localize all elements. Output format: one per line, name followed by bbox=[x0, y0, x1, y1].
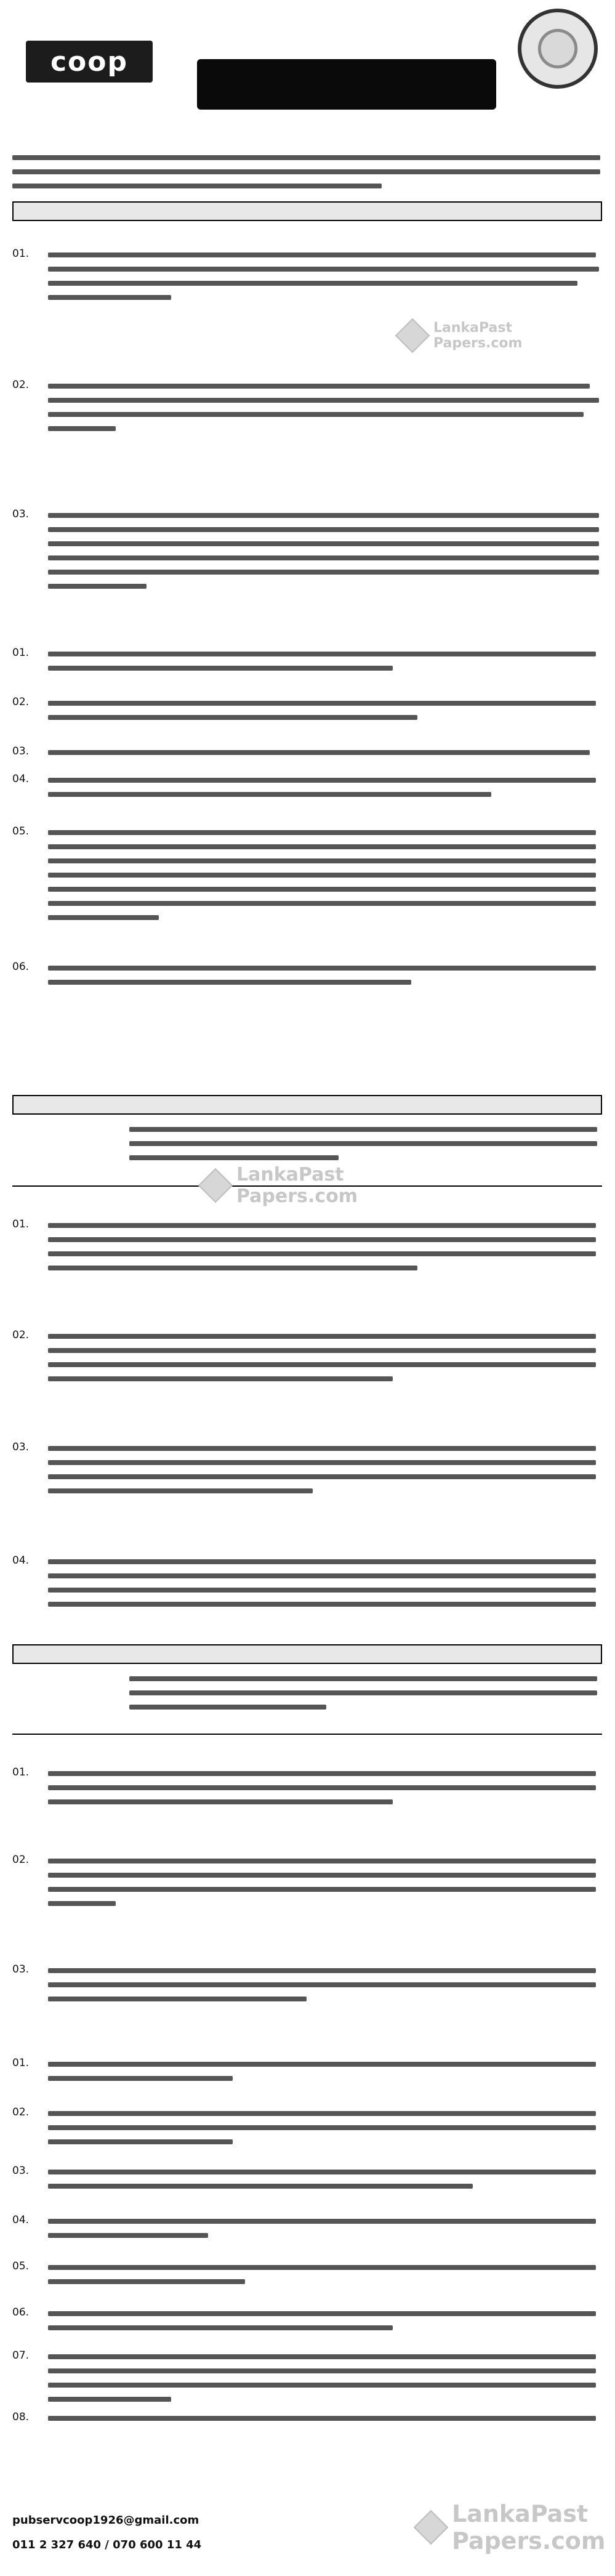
org-name-line-1 bbox=[197, 15, 492, 28]
advertisement-page: coop 01. 02. 03. 01. 02. 03. 04. 05. 06. 01. 02. 03. 04. 01. 02. 03. 01. 02. 03. 04. 05. 06. 07. 08. pubservcoop1926@gmail.com 011 2 327 640 / 070 600 11 44 LankaPast Papers.com LankaPast Papers.com LankaPast Papers.com bbox=[0, 0, 615, 2576]
contact-phone: 011 2 327 640 / 070 600 11 44 bbox=[12, 2538, 202, 2551]
watermark: LankaPast Papers.com bbox=[419, 2500, 605, 2554]
watermark: LankaPast Papers.com bbox=[400, 320, 522, 351]
coop-logo-text: coop bbox=[50, 46, 129, 78]
post-title-bar-3 bbox=[12, 1644, 602, 1664]
watermark-cube-icon bbox=[395, 318, 430, 353]
intro-paragraph bbox=[12, 150, 603, 198]
post-title-bar-1 bbox=[12, 201, 602, 221]
watermark: LankaPast Papers.com bbox=[203, 1164, 358, 1207]
watermark-cube-icon bbox=[198, 1168, 233, 1203]
org-name-line-2 bbox=[197, 34, 492, 48]
contact-email[interactable]: pubservcoop1926@gmail.com bbox=[12, 2514, 199, 2527]
vacancy-banner bbox=[197, 59, 496, 110]
divider bbox=[12, 1734, 602, 1735]
contract-basis-label bbox=[197, 116, 496, 137]
post-title-bar-2 bbox=[12, 1095, 602, 1115]
footer-address bbox=[12, 2441, 382, 2505]
coop-logo bbox=[26, 41, 153, 83]
society-emblem-icon bbox=[518, 9, 598, 89]
watermark-cube-icon bbox=[414, 2510, 449, 2545]
